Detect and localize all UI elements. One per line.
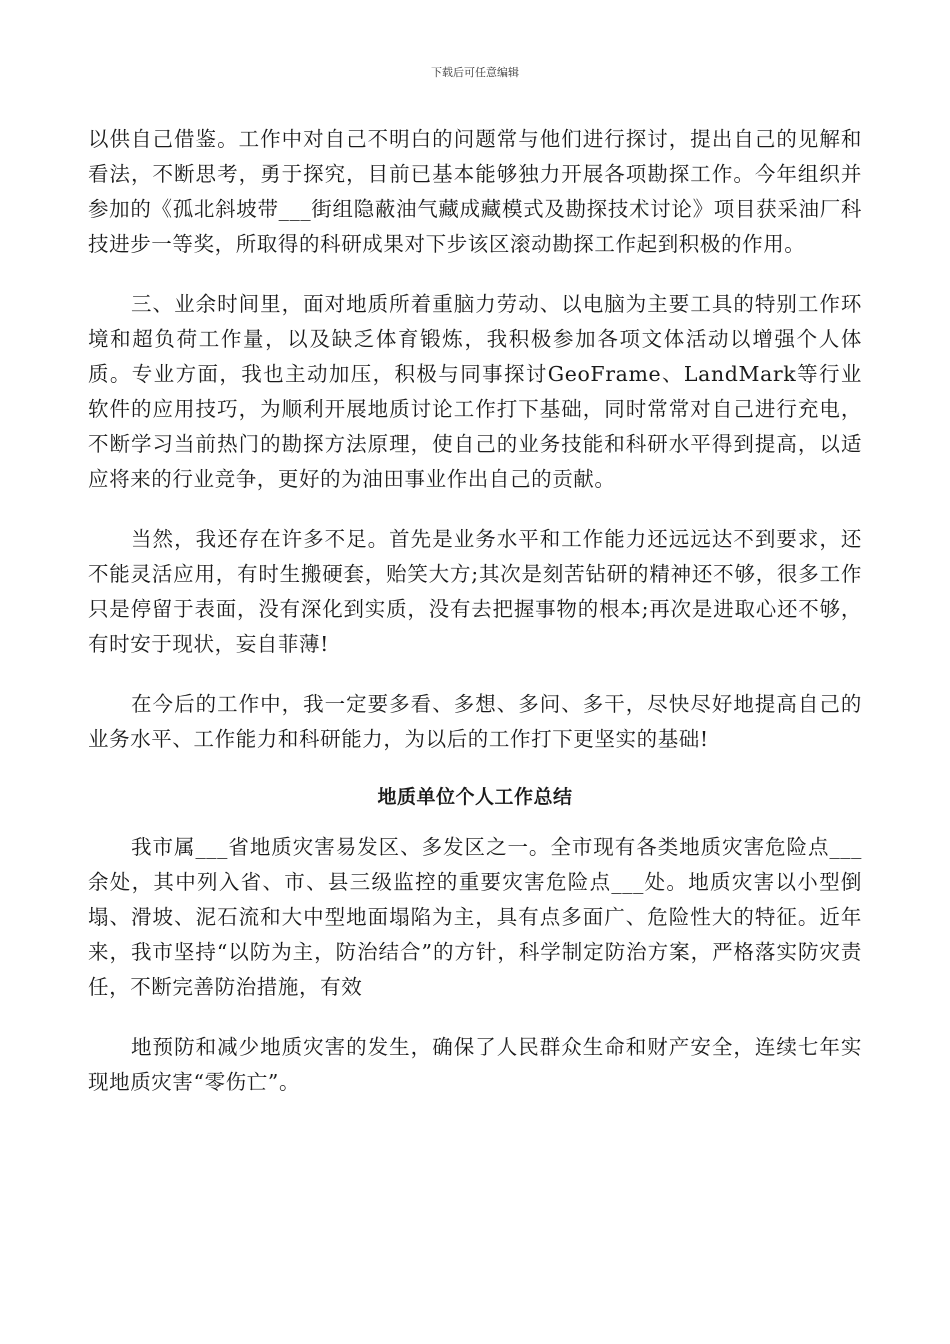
- paragraph-city-overview: 我市属___省地质灾害易发区、多发区之一。全市现有各类地质灾害危险点___余处，其中列入省、市、县三级监控的重要灾害危险点___处。地质灾害以小型倒塌、滑坡、泥石流和大中型地面塌陷为主，具有点多面广、危险性大的特征。近年来，我市坚持“以防为主，防治结合”的方针，科学制定防治方案，严格落实防灾责任，不断完善防治措施，有效: [88, 835, 862, 999]
- header-note: 下载后可任意编辑: [431, 66, 519, 79]
- paragraph-shortcomings: 当然，我还存在许多不足。首先是业务水平和工作能力还远远达不到要求，还不能灵活应用，有时生搬硬套，贻笑大方;其次是刻苦钻研的精神还不够，很多工作只是停留于表面，没有深化到实质，没有去把握事物的根本;再次是进取心还不够，有时安于现状，妄自菲薄!: [88, 527, 862, 656]
- paragraph-future-work: 在今后的工作中，我一定要多看、多想、多问、多干，尽快尽好地提高自己的业务水平、工作能力和科研能力，为以后的工作打下更坚实的基础!: [88, 692, 862, 751]
- document-body: [88, 122, 862, 1125]
- paragraph-prevention-result: 地预防和减少地质灾害的发生，确保了人民群众生命和财产安全，连续七年实现地质灾害“零伤亡”。: [88, 1035, 862, 1094]
- section-title: 地质单位个人工作总结: [377, 786, 573, 808]
- paragraph-continuation: 以供自己借鉴。工作中对自己不明白的问题常与他们进行探讨，提出自己的见解和看法，不断思考，勇于探究，目前已基本能够独力开展各项勘探工作。今年组织并参加的《孤北斜坡带___街组隐蔽油气藏成藏模式及勘探技术讨论》项目获采油厂科技进步一等奖，所取得的科研成果对下步该区滚动勘探工作起到积极的作用。: [88, 127, 862, 256]
- paragraph-section-three: 三、业余时间里，面对地质所着重脑力劳动、以电脑为主要工具的特别工作环境和超负荷工作量，以及缺乏体育锻炼，我积极参加各项文体活动以增强个人体质。专业方面，我也主动加压，积极与同事探讨GeoFrame、LandMark等行业软件的应用技巧，为顺利开展地质讨论工作打下基础，同时常常对自己进行充电，不断学习当前热门的勘探方法原理，使自己的业务技能和科研水平得到提高，以适应将来的行业竞争，更好的为油田事业作出自己的贡献。: [88, 292, 862, 491]
